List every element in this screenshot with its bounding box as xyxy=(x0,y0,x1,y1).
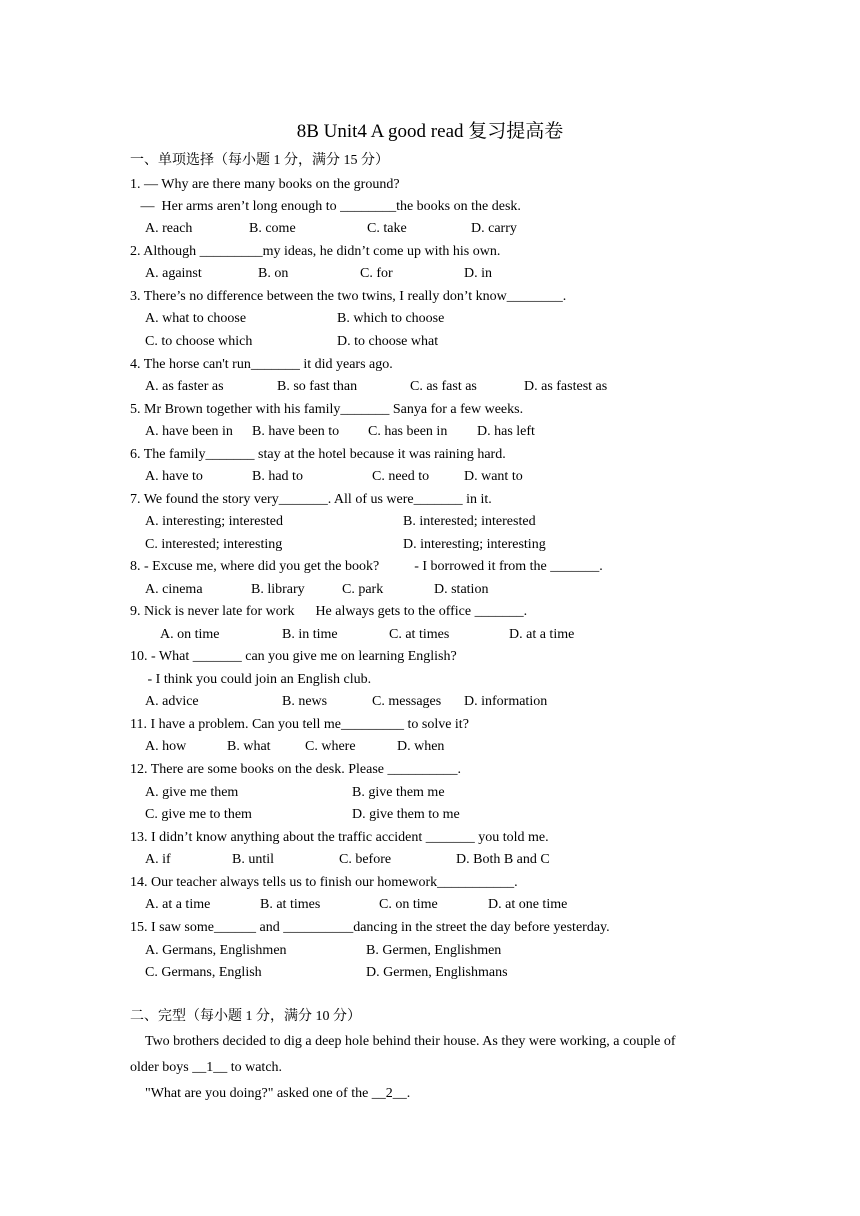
question-8-option[interactable]: C. park xyxy=(342,582,384,597)
question-8-stem: 8. - Excuse me, where did you get the book? - I borrowed it from the _______. xyxy=(130,559,603,574)
question-14-option[interactable]: B. at times xyxy=(260,897,321,912)
question-6-stem: 6. The family_______ stay at the hotel because it was raining hard. xyxy=(130,447,506,462)
question-3-option[interactable]: C. to choose which xyxy=(145,334,253,349)
question-5-option[interactable]: C. has been in xyxy=(368,424,448,439)
cloze-para2 xyxy=(145,1085,410,1103)
cloze-para1-line1: Two brothers decided to dig a deep hole behind their house. As they were working, a couple of xyxy=(145,1034,676,1049)
question-12-option[interactable]: A. give me them xyxy=(145,785,239,800)
text: . xyxy=(406,1086,411,1101)
question-13-option[interactable]: D. Both B and C xyxy=(456,852,550,867)
question-9-stem: 9. Nick is never late for work He always gets to the office _______. xyxy=(130,604,528,619)
question-4-option[interactable]: B. so fast than xyxy=(277,379,358,394)
question-2-option[interactable]: A. against xyxy=(145,266,202,281)
question-5-option[interactable]: D. has left xyxy=(477,424,535,439)
question-12-option[interactable]: D. give them to me xyxy=(352,807,460,822)
question-10-option[interactable]: B. news xyxy=(282,694,328,709)
question-13-option[interactable]: A. if xyxy=(145,852,171,867)
question-3-option[interactable]: B. which to choose xyxy=(337,311,445,326)
question-3-option[interactable]: A. what to choose xyxy=(145,311,247,326)
question-9-option[interactable]: C. at times xyxy=(389,627,450,642)
question-9-option[interactable]: D. at a time xyxy=(509,627,575,642)
question-12-option[interactable]: B. give them me xyxy=(352,785,445,800)
text: older boys xyxy=(130,1060,193,1075)
cloze-para1-line2 xyxy=(130,1059,282,1077)
question-10-option[interactable]: A. advice xyxy=(145,694,199,709)
question-7-option[interactable]: B. interested; interested xyxy=(403,514,536,529)
question-15-option[interactable]: A. Germans, Englishmen xyxy=(145,943,287,958)
question-14-stem: 14. Our teacher always tells us to finish our homework___________. xyxy=(130,875,518,890)
question-13-option[interactable]: B. until xyxy=(232,852,275,867)
section1-heading: 一、单项选择（每小题 1 分，满分 15 分） xyxy=(130,153,389,168)
question-2-option[interactable]: D. in xyxy=(464,266,492,281)
question-6-option[interactable]: B. had to xyxy=(252,469,303,484)
question-11-option[interactable]: D. when xyxy=(397,739,445,754)
question-4-option[interactable]: D. as fastest as xyxy=(524,379,608,394)
page-title: 8B Unit4 A good read 复习提高卷 xyxy=(296,121,564,142)
question-11-stem: 11. I have a problem. Can you tell me_________ to solve it? xyxy=(130,717,469,732)
text: to watch. xyxy=(227,1060,283,1075)
question-2-option[interactable]: C. for xyxy=(360,266,393,281)
question-15-option[interactable]: B. Germen, Englishmen xyxy=(366,943,502,958)
blank-2[interactable]: __2__ xyxy=(371,1086,407,1101)
section2-heading: 二、完型（每小题 1 分，满分 10 分） xyxy=(130,1009,361,1024)
question-2-option[interactable]: B. on xyxy=(258,266,289,281)
question-5-stem: 5. Mr Brown together with his family_______ Sanya for a few weeks. xyxy=(130,402,524,417)
question-4-option[interactable]: A. as faster as xyxy=(145,379,224,394)
question-1-option[interactable]: C. take xyxy=(367,221,407,236)
question-1-option[interactable]: A. reach xyxy=(145,221,193,236)
question-13-option[interactable]: C. before xyxy=(339,852,392,867)
question-2-stem: 2. Although _________my ideas, he didn’t come up with his own. xyxy=(130,244,501,259)
question-9-option[interactable]: B. in time xyxy=(282,627,338,642)
question-5-option[interactable]: A. have been in xyxy=(145,424,233,439)
question-3-stem: 3. There’s no difference between the two twins, I really don’t know________. xyxy=(130,289,567,304)
question-4-stem: 4. The horse can't run_______ it did years ago. xyxy=(130,357,393,372)
question-9-option[interactable]: A. on time xyxy=(160,627,220,642)
question-14-option[interactable]: D. at one time xyxy=(488,897,568,912)
blank-1[interactable]: __1__ xyxy=(192,1060,228,1075)
question-15-option[interactable]: C. Germans, English xyxy=(145,965,262,980)
question-13-stem: 13. I didn’t know anything about the traffic accident _______ you told me. xyxy=(130,830,549,845)
question-7-option[interactable]: D. interesting; interesting xyxy=(403,537,546,552)
text: "What are you doing?" asked one of the xyxy=(145,1086,372,1101)
question-7-stem: 7. We found the story very_______. All of us were_______ in it. xyxy=(130,492,492,507)
question-8-option[interactable]: A. cinema xyxy=(145,582,203,597)
question-1-option[interactable]: D. carry xyxy=(471,221,517,236)
question-11-option[interactable]: A. how xyxy=(145,739,187,754)
question-10-option[interactable]: D. information xyxy=(464,694,548,709)
question-6-option[interactable]: A. have to xyxy=(145,469,203,484)
question-1-stem: 1. — Why are there many books on the ground? xyxy=(130,177,400,192)
question-10-stem: - I think you could join an English club. xyxy=(130,672,372,687)
question-7-option[interactable]: C. interested; interesting xyxy=(145,537,283,552)
question-8-option[interactable]: D. station xyxy=(434,582,489,597)
question-6-option[interactable]: D. want to xyxy=(464,469,523,484)
question-11-option[interactable]: B. what xyxy=(227,739,271,754)
question-1-stem: — Her arms aren’t long enough to ________the books on the desk. xyxy=(130,199,521,214)
question-10-stem: 10. - What _______ can you give me on learning English? xyxy=(130,649,457,664)
question-14-option[interactable]: A. at a time xyxy=(145,897,211,912)
question-12-option[interactable]: C. give me to them xyxy=(145,807,252,822)
question-15-stem: 15. I saw some______ and __________dancing in the street the day before yesterday. xyxy=(130,920,610,935)
question-6-option[interactable]: C. need to xyxy=(372,469,430,484)
question-14-option[interactable]: C. on time xyxy=(379,897,438,912)
question-4-option[interactable]: C. as fast as xyxy=(410,379,477,394)
question-5-option[interactable]: B. have been to xyxy=(252,424,340,439)
question-1-option[interactable]: B. come xyxy=(249,221,296,236)
question-11-option[interactable]: C. where xyxy=(305,739,356,754)
question-8-option[interactable]: B. library xyxy=(251,582,305,597)
question-12-stem: 12. There are some books on the desk. Please __________. xyxy=(130,762,462,777)
question-3-option[interactable]: D. to choose what xyxy=(337,334,439,349)
question-15-option[interactable]: D. Germen, Englishmans xyxy=(366,965,508,980)
question-7-option[interactable]: A. interesting; interested xyxy=(145,514,284,529)
question-10-option[interactable]: C. messages xyxy=(372,694,442,709)
